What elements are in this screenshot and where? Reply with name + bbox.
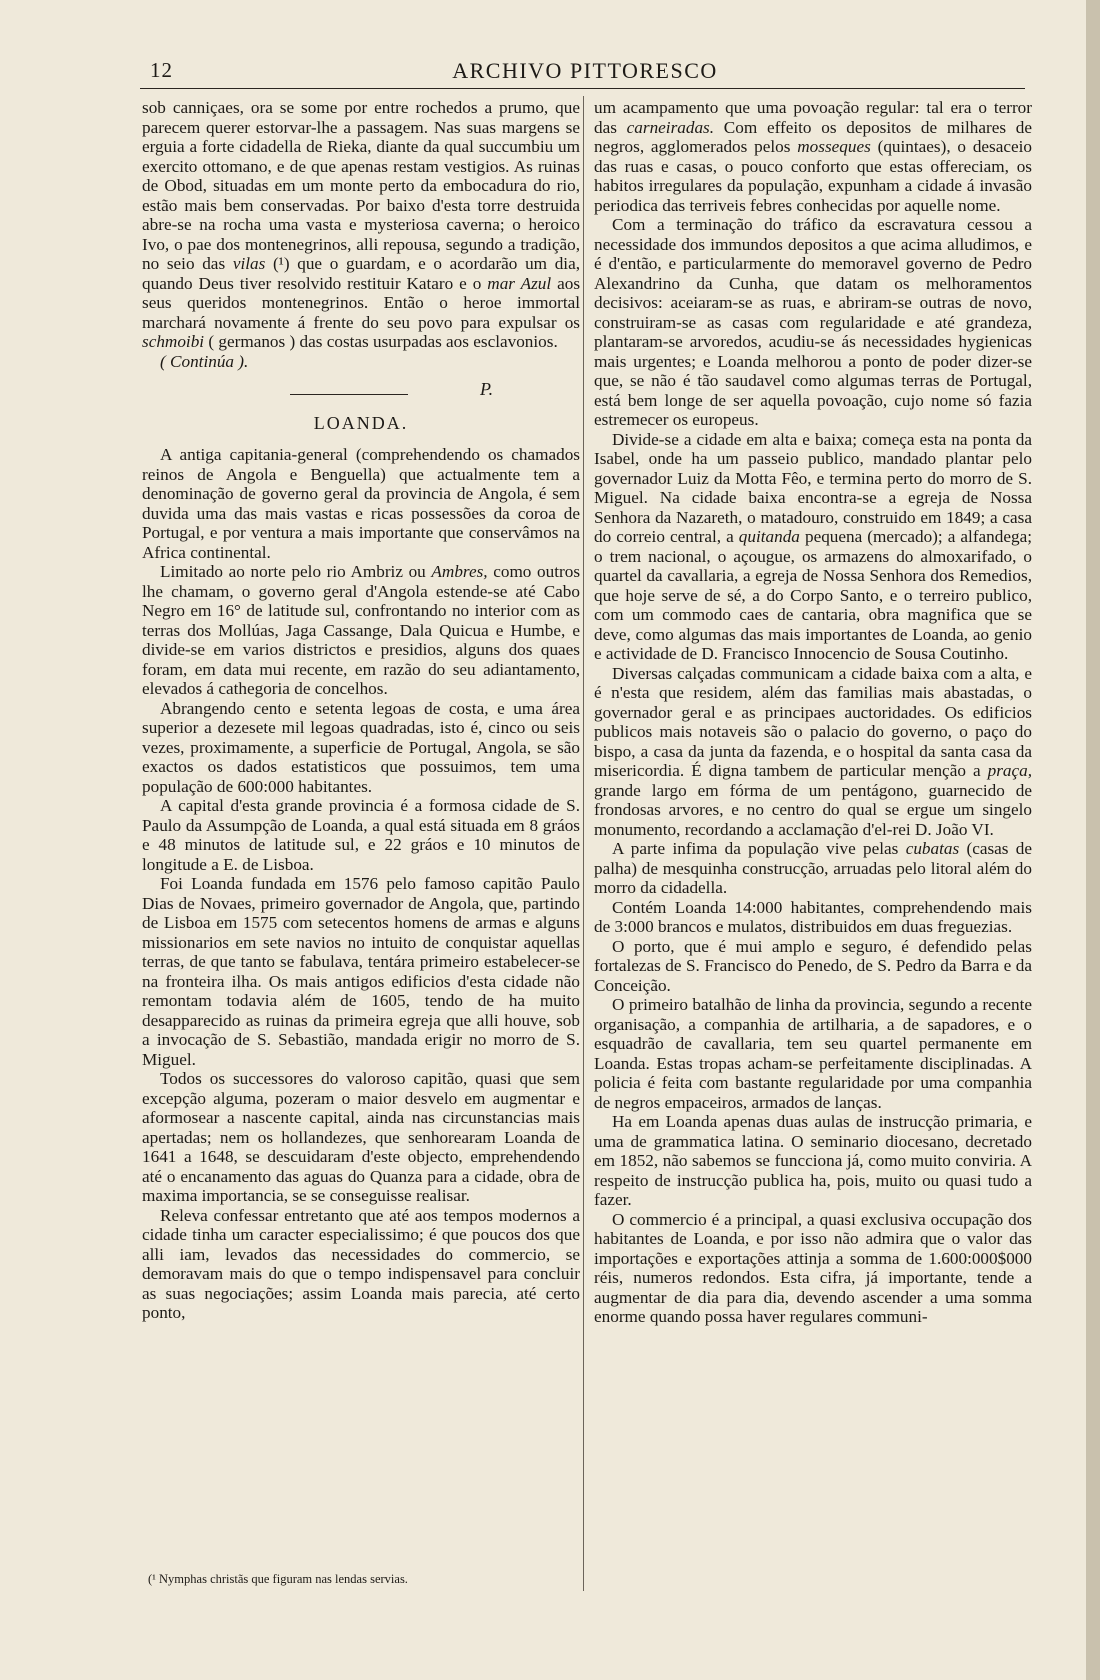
page-binding-edge: [1086, 0, 1100, 1680]
italic-term: schmoibi: [142, 332, 205, 351]
paragraph-text: aos seus queridos montenegrinos. Então o heroe immortal marchará novamente á frente do seu povo para expulsar os: [142, 273, 581, 332]
paragraph-text: Divide-se a cidade em alta e baixa; começa esta na ponta da Isabel, onde ha um passeio publico, mandado plantar pelo governador Luiz da Motta Fêo, e termina perto do morro de S. Miguel. Na cidade baixa encontra-se a egreja de Nossa Senhora da Nazareth, o matadouro, construido em 1849; a casa do correio central, a: [594, 429, 1032, 546]
footnote-ref: (¹): [272, 254, 290, 273]
paragraph: Abrangendo cento e setenta legoas de costa, e uma área superior a dezesete mil legoas quadradas, isto é, cinco ou seis vezes, proximamente, a superficie de Portugal, Angola, se são exactos os dados estatisticos que possuimos, tem uma população de 600:000 habitantes.: [142, 698, 580, 796]
footnote: (¹ Nymphas christãs que figuram nas lendas servias.: [148, 1572, 408, 1586]
paragraph: Foi Loanda fundada em 1576 pelo famoso capitão Paulo Dias de Novaes, primeiro governador de Angola, que, partindo de Lisboa em 1575 com setecentos homens de armas e alguns missionarios em sete navios no intuito de conquistar aquellas terras, de que tanto se fabulava, tentára primeiro estabelecer-se na fronteira ilha. Os mais antigos edificios d'esta cidade não remontam todavia além de 1605, tendo de ha muito desapparecido as ruinas da primeira egreja que alli houve, sob a invocação de S. Sebastião, mandada erigir no morro de S. Miguel.: [142, 874, 580, 1069]
header-rule: [140, 88, 1025, 89]
continua-note: ( Continúa ).: [160, 351, 249, 371]
italic-term: vilas: [232, 254, 266, 273]
paragraph-text: como outros lhe chamam, o governo geral d'Angola estende-se até Cabo Negro em 16° de latitude sul, confrontando no interior com as terras dos Mollúas, Jaga Cassange, Dala Quicua e Humbe, e divide-se em varios districtos e presidios, alguns dos quaes foram, em data mui recente, em razão do seu adiantamento, elevados á cathegoria de concelhos.: [142, 562, 581, 698]
paragraph-continued: [142, 98, 580, 352]
paragraph-text: (casas de palha) de mesquinha construcção, arruadas pelo litoral além do morro da cidadella.: [594, 839, 1033, 897]
paragraph: O porto, que é mui amplo e seguro, é defendido pelas fortalezas de S. Francisco do Penedo, de S. Pedro da Barra e da Conceição.: [594, 936, 1032, 995]
paragraph: Releva confessar entretanto que até aos tempos modernos a cidade tinha um caracter especialissimo; é que poucos dos que alli iam, levados das necessidades do commercio, se demoravam mais do que o tempo indispensavel para concluir as suas negociações; assim Loanda mais parecia, até certo ponto,: [142, 1205, 580, 1322]
paragraph-text: grande largo em fórma de um pentágono, guarnecido de frondosas arvores, e no centro do qual se ergue um singelo monumento, recordando a acclamação d'el-rei D. João VI.: [594, 780, 1032, 839]
column-divider: [583, 96, 584, 1591]
paragraph-text: ( germanos ) das costas usurpadas aos esclavonios.: [208, 332, 558, 351]
paragraph: O commercio é a principal, a quasi exclusiva occupação dos habitantes de Loanda, e por isso não admira que o valor das importações e exportações attinja a somma de 1.600:000$000 réis, numeros redondos. Esta cifra, já importante, tende a augmentar de dia para dia, devendo ascender a uma somma enorme quando possa haver regulares communi-: [594, 1209, 1032, 1326]
italic-term: quitanda: [738, 527, 800, 546]
article-title: LOANDA.: [313, 412, 409, 433]
page-header: [140, 58, 1030, 88]
signature-rule: [290, 394, 408, 395]
paragraph-text: Com effeito os depositos de milhares de negros, agglomerados pelos: [594, 117, 1033, 156]
italic-term: carneiradas.: [626, 117, 715, 137]
paragraph-text: A parte infima da população vive pelas: [612, 839, 899, 858]
paragraph: [594, 839, 1032, 898]
paragraph: Ha em Loanda apenas duas aulas de instrucção primaria, e uma de grammatica latina. O seminario diocesano, decretado em 1852, não sabemos se funcciona já, como muito conviria. A respeito de instrucção publica ha, pois, muito ou quasi tudo a fazer.: [594, 1112, 1032, 1209]
italic-term: mar Azul: [487, 273, 552, 293]
paragraph: Todos os successores do valoroso capitão, quasi que sem excepção alguma, pozeram o maior desvelo em augmentar e aformosear a nascente capital, ainda nas circunstancias mais apertadas; nem os hollandezes, que senhorearam Loanda de 1641 a 1648, se descuidaram d'este objecto, emprehendendo até o encanamento das aguas do Quanza para a cidade, obra de maxima importancia, se se conseguisse realisar.: [142, 1069, 580, 1205]
paragraph-text: sob canniçaes, ora se some por entre rochedos a prumo, que parecem querer estorvar-lhe a passagem. Nas suas margens se erguia a forte cidadella de Rieka, diante da qual succumbiu um exercito ottomano, e de que apenas restam vestigios. As ruinas de Obod, situadas em um monte perto da embocadura do rio, estão mais bem conservadas. Por baixo d'esta torre destruida abre-se na rocha uma vasta e mysteriosa caverna; o heroico Ivo, o pae dos montenegrinos, alli repousa, segundo a tradição, no seio das: [142, 98, 580, 273]
italic-term: mosseques: [797, 137, 871, 156]
paragraph-text: Diversas calçadas communicam a cidade baixa com a alta, e é n'esta que residem, além das familias mais abastadas, o governador geral e as principaes auctoridades. Os edificios publicos mais notaveis são o palacio do governo, o paço do bispo, a casa da junta da fazenda, e o hospital da santa casa da misericordia. É digna tambem de particular menção a: [594, 663, 1032, 780]
italic-term: Ambres,: [431, 562, 488, 581]
left-column: [142, 98, 580, 1323]
paragraph-continued: [594, 98, 1032, 215]
paragraph: O primeiro batalhão de linha da provincia, segundo a recente organisação, a companhia de artilharia, a de sapadores, e o esquadrão de cavallaria, tem seu quartel permanente em Loanda. Estas tropas acham-se perfeitamente disciplinadas. A policia é feita com bastante regularidade por uma companhia de negros empaceiros, armados de lanças.: [594, 995, 1032, 1112]
paragraph: [594, 664, 1032, 840]
right-column: [594, 98, 1032, 1327]
paragraph-text: pequena (mercado); a alfandega; o trem nacional, o açougue, os armazens do almoxarifado, o quartel da cavallaria, a egreja de Nossa Senhora dos Remedios, que hoje serve de sé, a do Corpo Santo, e o terreiro publico, com um commodo caes de cantaria, obra magnifica que se deve, como algumas das mais importantes de Loanda, ao genio e actividade de D. Francisco Innocencio de Sousa Coutinho.: [594, 527, 1032, 663]
running-title: ARCHIVO PITTORESCO: [452, 58, 718, 83]
paragraph-text: que o guardam, e o acordarão um dia, quando Deus tiver resolvido restituir Kataro e o: [142, 254, 580, 293]
page-number: 12: [150, 58, 173, 82]
paragraph: Contém Loanda 14:000 habitantes, comprehendendo mais de 3:000 brancos e mulatos, distribuidos em duas freguezias.: [594, 897, 1032, 936]
paragraph: A capital d'esta grande provincia é a formosa cidade de S. Paulo da Assumpção de Loanda, a qual está situada em 8 gráos e 48 minutos de latitude sul, e 22 gráos e 10 minutos de longitude a E. de Lisboa.: [142, 796, 580, 874]
paragraph-text: (quintaes), o desaceio das ruas e casas, o pouco conforto que estas offereciam, os habitos irregulares da população, expunham a cidade á invasão periodica das terriveis febres conhecidas por aquelle nome.: [594, 137, 1032, 215]
italic-term: cubatas: [905, 839, 960, 858]
paragraph: Com a terminação do tráfico da escravatura cessou a necessidade dos immundos depositos a que acima alludimos, e é d'então, e particularmente do memoravel governo de Pedro Alexandrino da Cunha, que datam os melhoramentos decisivos: aceiaram-se as ruas, e abriram-se outras de novo, construiram-se as casas com regularidade e até grandeza, plantaram-se arvoredos, acudiu-se ás necessidades hygienicas mais urgentes; e Loanda melhorou a ponto de poder dizer-se que, se não é tão saudavel como algumas terras de Portugal, está bem longe de ser aquella povoação, cujo nome só fazia estremecer os europeus.: [594, 215, 1032, 429]
paragraph-text: um acampamento que uma povoação regular: tal era o terror das: [594, 98, 1032, 137]
italic-term: praça,: [987, 761, 1033, 780]
paragraph: A antiga capitania-general (comprehendendo os chamados reinos de Angola e Benguella) que actualmente tem a denominação de governo geral da provincia de Angola, é sem duvida uma das mais vastas e ricas possessões da coroa de Portugal, e por ventura a mais importante que conservâmos na Africa continental.: [142, 445, 580, 562]
paragraph-text: Limitado ao norte pelo rio Ambriz ou: [160, 562, 426, 581]
author-signature: P.: [480, 378, 494, 399]
signature-line: [142, 374, 580, 408]
paragraph: [594, 430, 1032, 664]
paragraph: [142, 562, 580, 699]
continua-line: [142, 352, 580, 372]
